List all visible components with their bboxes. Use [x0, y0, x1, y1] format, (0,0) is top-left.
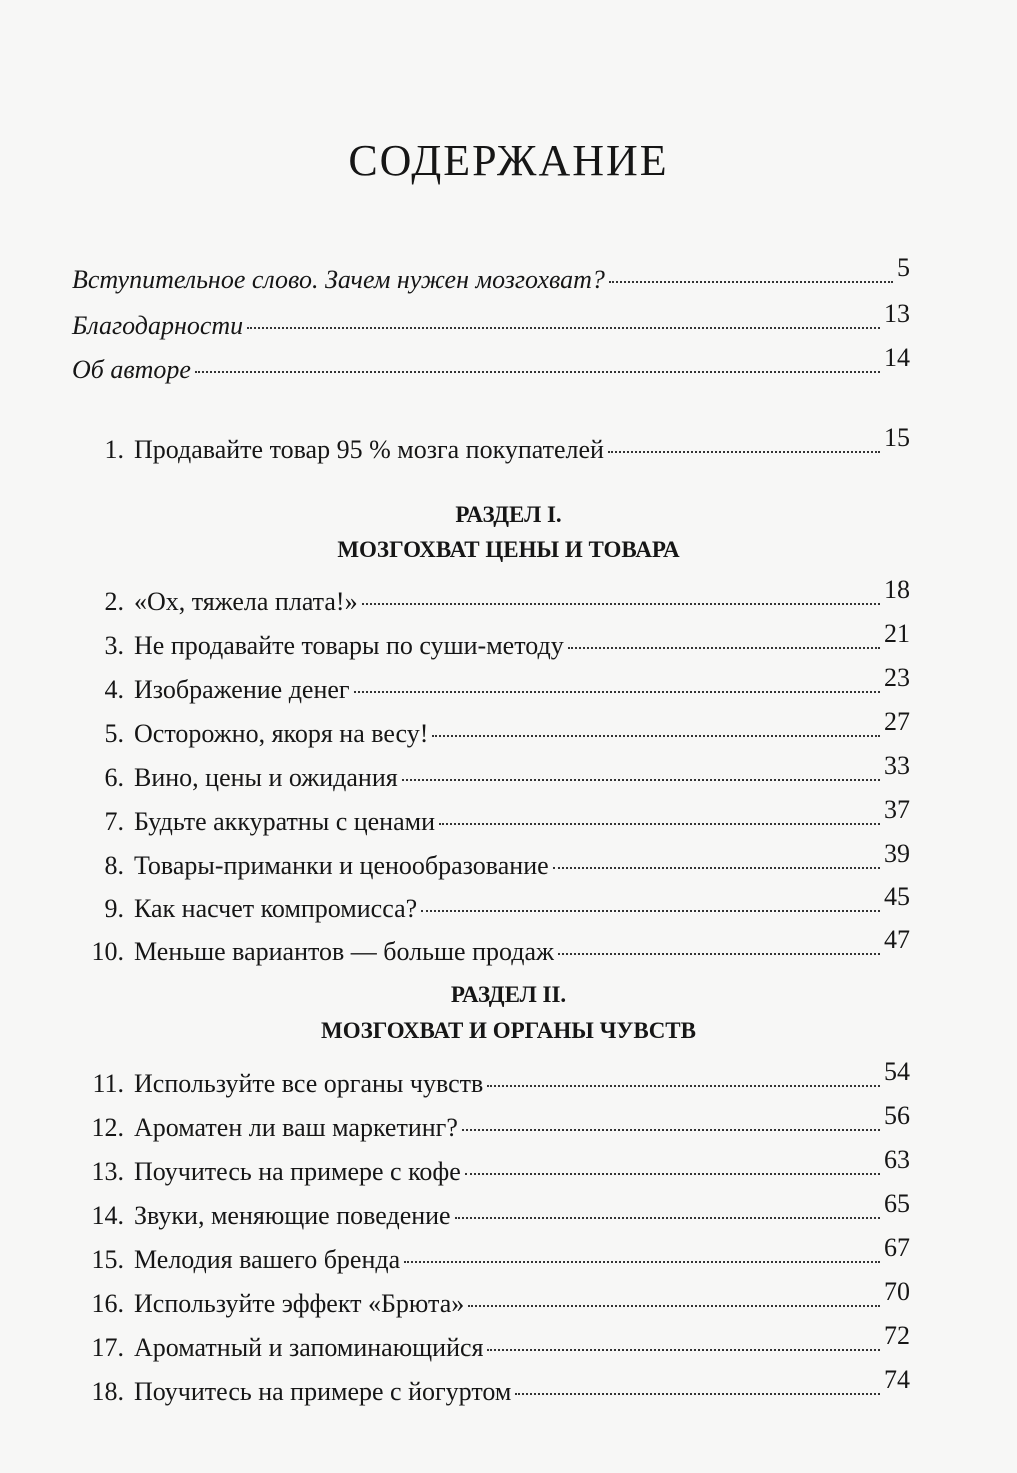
entry-number: 10.: [91, 937, 124, 966]
toc-entry-chapter-16: [82, 1277, 910, 1320]
section-2-name: МОЗГОХВАТ И ОРГАНЫ ЧУВСТВ: [320, 1018, 696, 1043]
toc-entry-chapter-9: [82, 882, 910, 925]
entry-number: 9.: [104, 894, 124, 923]
entry-number: 6.: [104, 763, 124, 792]
entry-label: Будьте аккуратны с ценами: [134, 807, 436, 836]
toc-entry-about-author: [72, 343, 910, 386]
dot-leader: [568, 647, 880, 649]
dot-leader: [195, 371, 880, 373]
entry-page-number: 23: [884, 663, 910, 692]
page-title: СОДЕРЖАНИЕ: [348, 136, 669, 185]
dot-leader: [402, 779, 880, 781]
entry-label: Поучитесь на примере с кофе: [134, 1157, 461, 1186]
dot-leader: [247, 327, 880, 329]
entry-label: Ароматный и запоминающийся: [134, 1333, 484, 1362]
dot-leader: [515, 1393, 880, 1395]
toc-entry-chapter-12: [82, 1101, 910, 1144]
dot-leader: [465, 1173, 880, 1175]
entry-number: 2.: [104, 587, 124, 616]
toc-entry-chapter-11: [82, 1057, 910, 1100]
entry-page-number: 15: [884, 423, 910, 452]
entry-page-number: 72: [884, 1321, 910, 1350]
entry-page-number: 18: [884, 575, 910, 604]
toc-entry-chapter-17: [82, 1321, 910, 1364]
entry-number: 16.: [91, 1289, 124, 1318]
entry-page-number: 21: [884, 619, 910, 648]
entry-number: 1.: [104, 435, 124, 464]
entry-number: 15.: [91, 1245, 124, 1274]
entry-page-number: 27: [884, 707, 910, 736]
section-1-name: МОЗГОХВАТ ЦЕНЫ И ТОВАРА: [337, 537, 680, 562]
dot-leader: [468, 1305, 880, 1307]
entry-label: Благодарности: [72, 311, 244, 340]
entry-label: Как насчет компромисса?: [134, 894, 418, 923]
entry-label: «Ох, тяжела плата!»: [134, 587, 358, 616]
entry-number: 18.: [91, 1377, 124, 1406]
entry-label: Используйте эффект «Брюта»: [134, 1289, 465, 1318]
dot-leader: [553, 867, 880, 869]
dot-leader: [487, 1349, 880, 1351]
dot-leader: [432, 735, 880, 737]
entry-page-number: 67: [884, 1233, 910, 1262]
entry-page-number: 65: [884, 1189, 910, 1218]
entry-label: Об авторе: [72, 355, 191, 384]
dot-leader: [404, 1261, 880, 1263]
entry-label: Используйте все органы чувств: [134, 1069, 484, 1098]
entry-page-number: 54: [884, 1057, 910, 1086]
dot-leader: [362, 603, 880, 605]
entry-page-number: 70: [884, 1277, 910, 1306]
entry-number: 7.: [104, 807, 124, 836]
toc-entry-chapter-1: [82, 423, 910, 466]
dot-leader: [608, 451, 880, 453]
entry-label: Звуки, меняющие поведение: [134, 1201, 451, 1230]
entry-label: Мелодия вашего бренда: [134, 1245, 401, 1274]
dot-leader: [487, 1085, 880, 1087]
dot-leader: [421, 910, 880, 912]
section-2-heading: РАЗДЕЛ II.: [450, 982, 567, 1007]
toc-entry-chapter-5: [82, 707, 910, 750]
toc-entry-foreword: [72, 253, 910, 296]
entry-page-number: 5: [897, 253, 910, 282]
toc-entry-chapter-15: [82, 1233, 910, 1276]
entry-page-number: 39: [884, 839, 910, 868]
dot-leader: [609, 281, 893, 283]
toc-entry-chapter-13: [82, 1145, 910, 1188]
entry-number: 5.: [104, 719, 124, 748]
entry-number: 4.: [104, 675, 124, 704]
entry-label: Поучитесь на примере с йогуртом: [134, 1377, 512, 1406]
toc-entry-chapter-18: [82, 1365, 910, 1408]
entry-number: 14.: [91, 1201, 124, 1230]
toc-entry-chapter-3: [82, 619, 910, 662]
toc-entry-chapter-8: [82, 839, 910, 882]
toc-entry-acknowledgements: [72, 299, 910, 342]
entry-label: Изображение денег: [134, 675, 350, 704]
entry-label: Меньше вариантов — больше продаж: [134, 937, 554, 966]
entry-page-number: 74: [884, 1365, 910, 1394]
entry-page-number: 56: [884, 1101, 910, 1130]
dot-leader: [462, 1129, 880, 1131]
toc-entry-chapter-14: [82, 1189, 910, 1232]
entry-page-number: 37: [884, 795, 910, 824]
entry-label: Осторожно, якоря на весу!: [134, 719, 429, 748]
entry-page-number: 47: [884, 925, 910, 954]
entry-number: 17.: [91, 1333, 124, 1362]
entry-label: Вино, цены и ожидания: [134, 763, 398, 792]
entry-page-number: 63: [884, 1145, 910, 1174]
entry-number: 8.: [104, 851, 124, 880]
section-1-heading: РАЗДЕЛ I.: [455, 502, 562, 527]
entry-label: Товары-приманки и ценообразование: [134, 851, 549, 880]
entry-page-number: 45: [884, 882, 910, 911]
toc-entry-chapter-10: [82, 925, 910, 968]
entry-label: Не продавайте товары по суши-методу: [134, 631, 564, 660]
dot-leader: [354, 691, 880, 693]
dot-leader: [455, 1217, 880, 1219]
toc-entry-chapter-4: [82, 663, 910, 706]
entry-label: Ароматен ли ваш маркетинг?: [134, 1113, 458, 1142]
entry-number: 12.: [91, 1113, 124, 1142]
entry-page-number: 14: [884, 343, 910, 372]
dot-leader: [439, 823, 880, 825]
entry-label: Вступительное слово. Зачем нужен мозгохват?: [72, 265, 605, 294]
entry-label: Продавайте товар 95 % мозга покупателей: [134, 435, 604, 464]
entry-page-number: 33: [884, 751, 910, 780]
entry-number: 11.: [92, 1069, 124, 1098]
entry-number: 3.: [104, 631, 124, 660]
toc-entry-chapter-6: [82, 751, 910, 794]
dot-leader: [558, 953, 880, 955]
toc-entry-chapter-2: [82, 575, 910, 618]
entry-number: 13.: [91, 1157, 124, 1186]
entry-page-number: 13: [884, 299, 910, 328]
toc-entry-chapter-7: [82, 795, 910, 838]
